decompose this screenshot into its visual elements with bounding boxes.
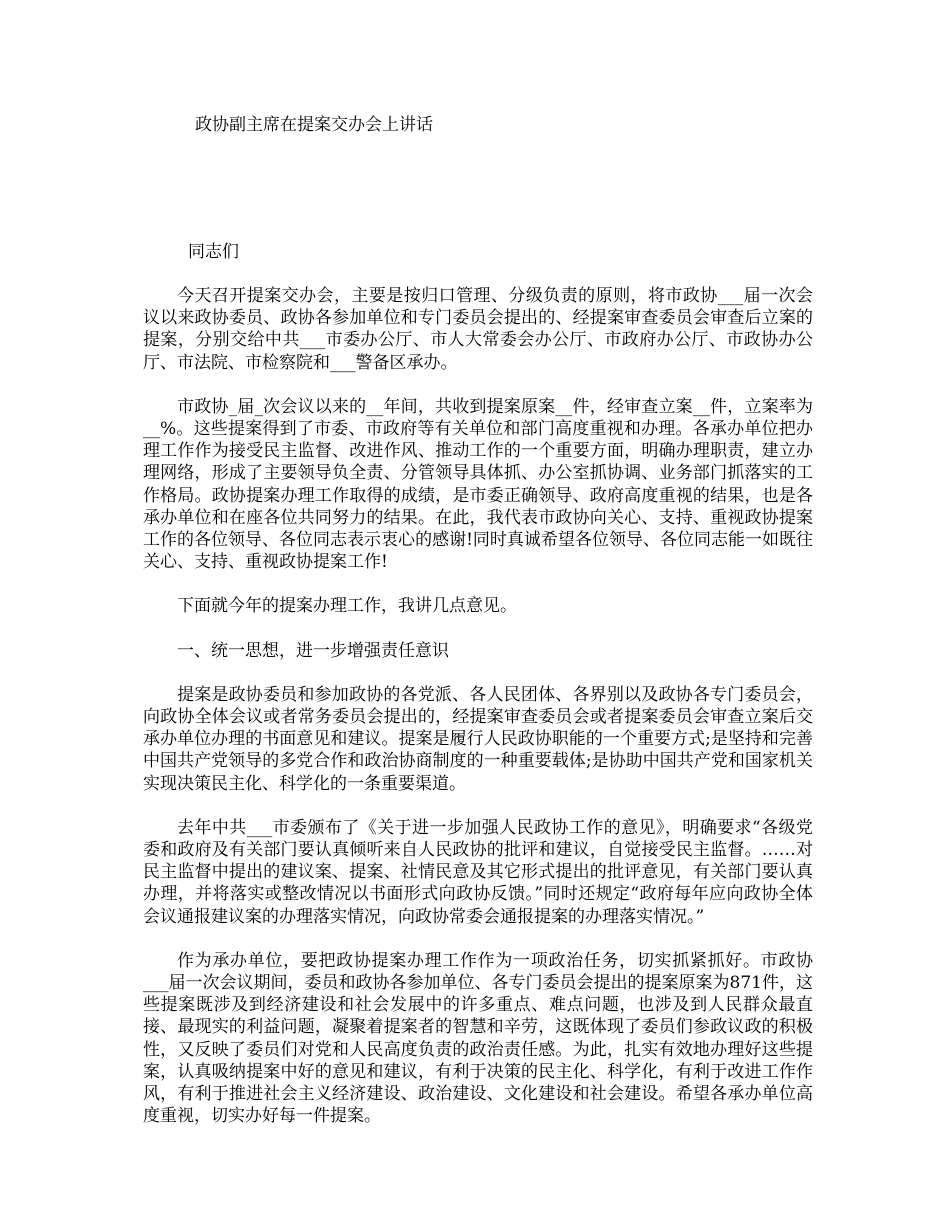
paragraph: 今天召开提案交办会，主要是按归口管理、分级负责的原则，将市政协___届一次会议以来政协委员、政协各参加单位和专门委员会提出的、经提案审查委员会审查后立案的提案，分别交给中共___市委办公厅、市人大常委会办公厅、市政府办公厅、市政协办公厅、市法院、市检察院和___警备区承办。 bbox=[143, 286, 813, 373]
paragraph: 提案是政协委员和参加政协的各党派、各人民团体、各界别以及政协各专门委员会，向政协全体会议或者常务委员会提出的，经提案审查委员会或者提案委员会审查立案后交承办单位办理的书面意见和建议。提案是履行人民政协职能的一个重要方式;是坚持和完善中国共产党领导的多党合作和政治协商制度的一种重要载体;是协助中国共产党和国家机关实现决策民主化、科学化的一条重要渠道。 bbox=[143, 684, 813, 794]
document-body bbox=[143, 285, 813, 1150]
salutation: 同志们 bbox=[188, 242, 239, 262]
section-heading: 一、统一思想，进一步增强责任意识 bbox=[177, 640, 449, 661]
paragraph: 下面就今年的提案办理工作，我讲几点意见。 bbox=[177, 596, 517, 617]
paragraph: 去年中共___市委颁布了《关于进一步加强人民政协工作的意见》，明确要求“各级党委和政府及有关部门要认真倾听来自人民政协的批评和建议，自觉接受民主监督。……对民主监督中提出的建议案、提案、社情民意及其它形式提出的批评意见，有关部门要认真办理，并将落实或整改情况以书面形式向政协反馈。”同时还规定“政府每年应向政协全体会议通报建议案的办理落实情况，向政协常委会通报提案的办理落实情况。” bbox=[143, 817, 813, 927]
paragraph: 市政协_届_次会议以来的__年间，共收到提案原案__件，经审查立案__件，立案率为__%。这些提案得到了市委、市政府等有关单位和部门高度重视和办理。各承办单位把办理工作作为接受民主监督、改进作风、推动工作的一个重要方面，明确办理职责，建立办理网络，形成了主要领导负全责、分管领导具体抓、办公室抓协调、业务部门抓落实的工作格局。政协提案办理工作取得的成绩，是市委正确领导、政府高度重视的结果，也是各承办单位和在座各位共同努力的结果。在此，我代表市政协向关心、支持、重视政协提案工作的各位领导、各位同志表示衷心的感谢!同时真诚希望各位领导、各位同志能一如既往关心、支持、重视政协提案工作! bbox=[143, 396, 813, 573]
document-title: 政协副主席在提案交办会上讲话 bbox=[195, 115, 433, 135]
paragraph: 作为承办单位，要把政协提案办理工作作为一项政治任务，切实抓紧抓好。市政协___届一次会议期间，委员和政协各参加单位、各专门委员会提出的提案原案为871件，这些提案既涉及到经济建设和社会发展中的许多重点、难点问题，也涉及到人民群众最直接、最现实的利益问题，凝聚着提案者的智慧和辛劳，这既体现了委员们参政议政的积极性，又反映了委员们对党和人民高度负责的政治责任感。为此，扎实有效地办理好这些提案，认真吸纳提案中好的意见和建议，有利于决策的民主化、科学化，有利于改进工作作风，有利于推进社会主义经济建设、政治建设、文化建设和社会建设。希望各承办单位高度重视，切实办好每一件提案。 bbox=[143, 950, 813, 1127]
